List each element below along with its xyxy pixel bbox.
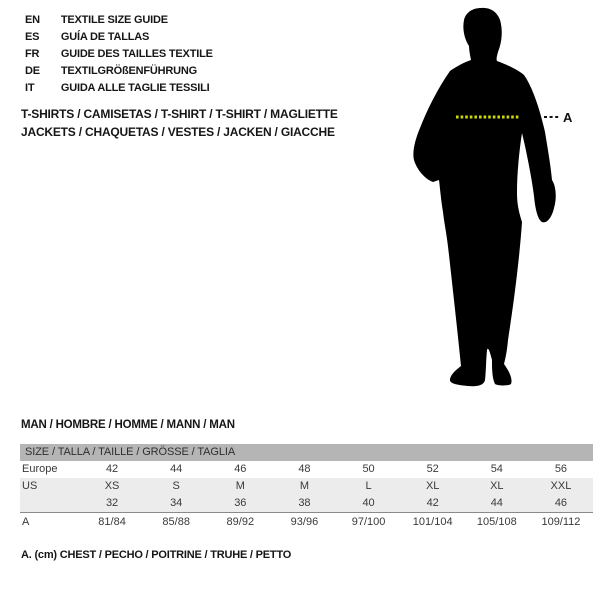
language-row-it [25,80,213,97]
language-code: DE [25,65,40,77]
size-table-grid [20,461,593,532]
cell-us-1: XS [104,480,120,492]
language-label: TEXTILE SIZE GUIDE [60,14,168,26]
language-row-es [25,29,213,46]
cell-a-8: 109/112 [529,513,593,533]
cell-r3-7: 44 [490,497,503,509]
language-row-en [25,12,213,29]
row-label-europe: Europe [22,463,58,475]
cell-r3-2: 34 [170,497,183,509]
size-table-header: SIZE / TALLA / TAILLE / GRÖSSE / TAGLIA [20,444,593,461]
row-label-a: A [20,513,80,533]
cell-us-4: M [299,480,310,492]
language-code: EN [25,14,40,26]
cell-europe-7: 54 [490,463,503,475]
cell-us-6: XL [425,480,440,492]
category-list [21,105,338,141]
language-list [25,12,213,97]
table-row-us [20,478,593,495]
cell-europe-1: 42 [105,463,119,475]
cell-a-3: 89/92 [208,513,272,533]
man-silhouette [413,8,555,386]
cell-europe-4: 48 [298,463,311,475]
category-jackets: JACKETS / CHAQUETAS / VESTES / JACKEN / GIACCHE [21,125,335,139]
table-row-uk [20,495,593,513]
cell-a-7: 105/108 [465,513,529,533]
row-label-us: US [22,480,38,492]
cell-us-3: M [235,480,245,492]
cell-a-5: 97/100 [337,513,401,533]
cell-europe-8: 56 [554,463,568,475]
cell-europe-6: 52 [426,463,439,475]
table-row-europe [20,461,593,478]
cell-us-2: S [172,480,180,492]
cell-us-8: XXL [550,480,572,492]
cell-a-2: 85/88 [144,513,208,533]
cell-us-7: XL [490,480,504,492]
language-code: FR [25,48,40,60]
cell-a-1: 81/84 [80,513,144,533]
table-row-chest [20,513,593,533]
language-label: GUÍA DE TALLAS [60,31,150,43]
section-title-man: MAN / HOMBRE / HOMME / MANN / MAN [21,419,235,431]
language-row-fr [25,46,213,63]
size-table [20,444,593,532]
cell-a-4: 93/96 [272,513,336,533]
measure-point-label: A [563,110,573,125]
cell-r3-4: 38 [298,497,311,509]
language-label: GUIDA ALLE TAGLIE TESSILI [60,82,210,94]
row-label-blank [20,495,80,513]
measurement-footnote: A. (cm) CHEST / PECHO / POITRINE / TRUHE / PETTO [21,549,292,561]
category-tshirts: T-SHIRTS / CAMISETAS / T-SHIRT / T-SHIRT / MAGLIETTE [21,107,338,121]
man-silhouette-figure [388,0,600,400]
cell-r3-3: 36 [234,497,247,509]
cell-r3-8: 46 [554,497,568,509]
cell-us-5: L [365,480,372,492]
cell-europe-3: 46 [234,463,247,475]
cell-a-6: 101/104 [401,513,465,533]
language-code: ES [25,31,40,43]
cell-r3-5: 40 [362,497,375,509]
language-label: TEXTILGRÖßENFÜHRUNG [60,65,197,77]
language-label: GUIDE DES TAILLES TEXTILE [60,48,213,60]
cell-r3-1: 32 [105,497,119,509]
cell-europe-5: 50 [362,463,375,475]
language-row-de [25,63,213,80]
cell-r3-6: 42 [426,497,439,509]
language-code: IT [25,82,35,94]
cell-europe-2: 44 [170,463,183,475]
